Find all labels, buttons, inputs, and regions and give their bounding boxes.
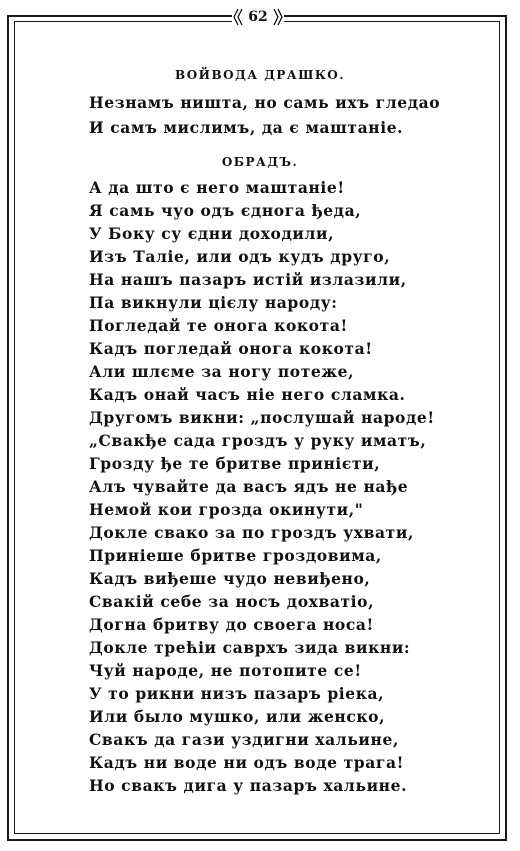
poem-line: У то рикни низъ пазаръ ріека, [89, 684, 385, 703]
poem-line: Кадъ онай часъ ніе него сламка. [89, 385, 406, 404]
poem-block [89, 176, 509, 797]
poem-line: Кадъ ни воде ни одъ воде трага! [89, 753, 405, 772]
intro-line: Незнамъ ништа, но самь ихъ гледао [89, 93, 441, 112]
poem-line: Алъ чувайте да васъ ядъ не нађе [89, 477, 409, 496]
poem-line: Чуй народе, не потопите се! [89, 661, 362, 680]
poem-line: Докле свако за по гроздъ ухвати, [89, 523, 414, 542]
poem-line: Но свакъ дига у пазаръ хальине. [89, 776, 408, 795]
poem-line: Па викнули цієлу народу: [89, 293, 338, 312]
page-number: 62 [248, 9, 268, 25]
poem-line: Погледай те онога кокота! [89, 316, 348, 335]
poem-line: „Свакђе сада гроздъ у руку иматъ, [89, 431, 427, 450]
intro-block [89, 90, 509, 140]
poem-line: Немой кои грозда окинути," [89, 500, 364, 519]
poem-line: Другомъ викни: „послушай народе! [89, 408, 435, 427]
poem-line: Я самь чуо одъ єднога ђеда, [89, 201, 362, 220]
poem-line: Приніеше бритве гроздовима, [89, 546, 382, 565]
poem-line: У Боку су єдни доходили, [89, 224, 335, 243]
poem-line: Догна бритву до своега носа! [89, 615, 374, 634]
page-number-ornament [232, 6, 284, 28]
poem-title: ВОЙВОДА ДРАШКО. [175, 68, 345, 82]
section-subtitle: ОБРАДЪ. [221, 155, 299, 169]
poem-line: А да што є него маштаніе! [89, 178, 345, 197]
intro-line: И самъ мислимъ, да є маштаніе. [89, 118, 404, 137]
poem-line: Свакій себе за носъ дохватіо, [89, 592, 375, 611]
poem-line: Свакъ да гази уздигни хальине, [89, 730, 399, 749]
poem-line: Изъ Таліе, или одъ кудъ друго, [89, 247, 391, 266]
poem-line: На нашъ пазаръ истій излазили, [89, 270, 407, 289]
poem-line: Али шлєме за ногу потеже, [89, 362, 355, 381]
poem-line: Кадъ виђеше чудо невиђено, [89, 569, 371, 588]
poem-line: Кадъ погледай онога кокота! [89, 339, 373, 358]
poem-line: Грозду ђе те бритве принієти, [89, 454, 381, 473]
poem-line: Или было мушко, или женско, [89, 707, 386, 726]
poem-line: Докле трећіи саврхъ зида викни: [89, 638, 411, 657]
